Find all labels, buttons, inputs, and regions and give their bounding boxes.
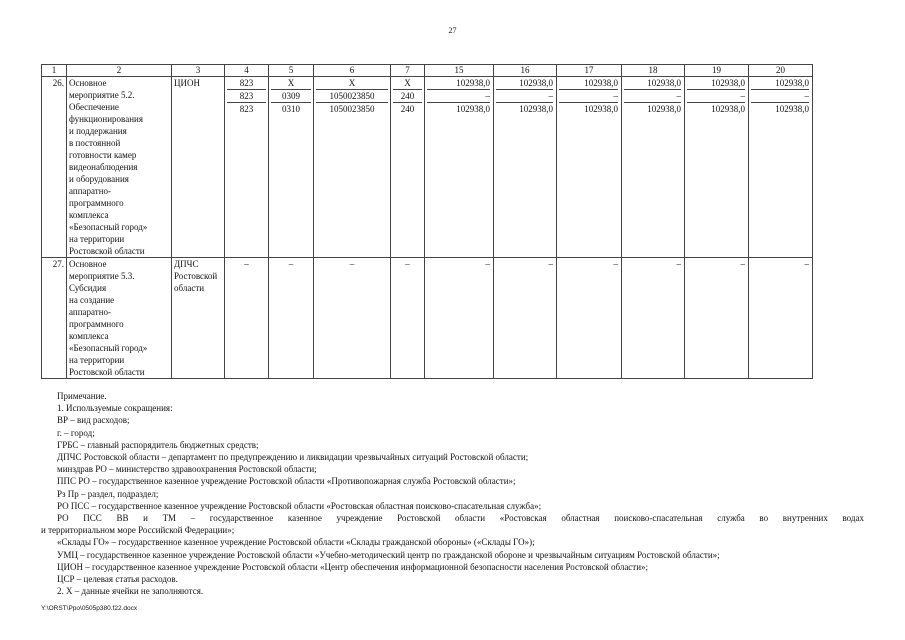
abbreviation-item: ДПЧС Ростовской области – департамент по предупреждению и ликвидации чрезвычайных ситуаций Ростовской области;	[57, 452, 529, 463]
value-cell	[557, 258, 622, 379]
value-line: –	[548, 259, 553, 269]
table-row	[42, 77, 813, 258]
value-line: 102938,0	[584, 104, 618, 114]
header-row	[42, 65, 813, 77]
value-line: –	[740, 259, 745, 269]
activity-name-line: готовности камер	[69, 150, 137, 160]
abbreviation-ro-pss-vv-cont: и территориальном море Российской Федерации»;	[41, 525, 235, 536]
activity-name-line: аппаратно-	[69, 186, 112, 196]
activity-name-cell	[67, 258, 172, 379]
value-line: 823	[227, 77, 266, 90]
value-line: X	[271, 77, 311, 90]
value-line: 0309	[271, 90, 311, 103]
header-cell: 2	[67, 65, 172, 77]
value-cell	[685, 258, 749, 379]
value-line: 102938,0	[519, 104, 553, 114]
executor-cell	[172, 258, 225, 379]
executor-line: Ростовской	[174, 271, 218, 281]
value-line: –	[427, 90, 490, 103]
value-line: 102938,0	[456, 104, 490, 114]
value-line: –	[559, 90, 618, 103]
value-cell	[391, 77, 425, 258]
abbreviation-item: ППС РО – государственное казенное учреждение Ростовской области «Противопожарная служба Ростовской области»;	[57, 476, 516, 487]
notes-item-2: 2. X – данные ячейки не заполняются.	[57, 586, 204, 597]
activity-name-line: аппаратно-	[69, 307, 112, 317]
value-line: –	[496, 90, 553, 103]
activity-name-line: мероприятие 5.2.	[69, 90, 135, 100]
activity-name-line: видеонаблюдения	[69, 162, 138, 172]
activity-name-cell	[67, 77, 172, 258]
table-body	[42, 77, 813, 379]
header-cell: 7	[391, 65, 425, 77]
activity-name-line: функционирования	[69, 114, 143, 124]
value-line: X	[393, 77, 422, 90]
notes-title: Примечание.	[57, 391, 107, 401]
activity-name-line: «Безопасный город»	[69, 222, 148, 232]
activity-name-line: на территории	[69, 355, 125, 365]
value-line: 240	[393, 90, 422, 103]
abbreviation-item: г. – город;	[57, 427, 95, 438]
value-line: X	[316, 77, 388, 90]
activity-name-line: Основное	[69, 259, 107, 269]
value-cell	[685, 77, 749, 258]
value-cell	[225, 77, 269, 258]
header-cell: 16	[494, 65, 557, 77]
value-line: 102938,0	[559, 77, 618, 90]
abbreviation-item: РО ПСС – государственное казенное учреждение Ростовской области «Ростовская областная поисково-спасательная служба»;	[57, 500, 542, 511]
value-cell	[749, 258, 813, 379]
activity-name-line: Ростовской области	[69, 246, 145, 256]
value-line: 823	[239, 104, 254, 114]
activity-name-line: программного	[69, 319, 124, 329]
activity-name-line: и поддержания	[69, 126, 127, 136]
value-line: 102938,0	[711, 104, 745, 114]
value-cell	[622, 258, 685, 379]
value-cell	[749, 77, 813, 258]
value-cell	[494, 258, 557, 379]
executor-cell	[172, 77, 225, 258]
value-cell	[622, 77, 685, 258]
notes-section	[41, 390, 864, 597]
executor-line: ЦИОН	[174, 78, 200, 88]
executor-line: области	[174, 283, 205, 293]
abbreviation-item: ЦИОН – государственное казенное учреждение Ростовской области «Центр обеспечения информационной безопасности населения Ростовской области»;	[57, 561, 649, 572]
abbreviation-list-2	[41, 536, 864, 585]
row-number: 26.	[42, 77, 67, 258]
header-cell: 20	[749, 65, 813, 77]
value-line: 240	[400, 104, 415, 114]
activity-name-line: Обеспечение	[69, 102, 119, 112]
budget-table	[41, 64, 813, 379]
value-cell	[314, 258, 391, 379]
activity-name-line: на создание	[69, 295, 115, 305]
activity-name-line: программного	[69, 198, 124, 208]
activity-name-line: на территории	[69, 234, 125, 244]
value-cell	[494, 77, 557, 258]
notes-item-1: 1. Используемые сокращения:	[57, 403, 173, 414]
value-line: 1050023850	[329, 104, 375, 114]
header-cell: 19	[685, 65, 749, 77]
value-line: –	[676, 259, 681, 269]
value-line: 102938,0	[775, 104, 809, 114]
value-line: –	[687, 90, 745, 103]
abbreviation-item: ЦСР – целевая статья расходов.	[57, 574, 178, 585]
activity-name-line: комплекса	[69, 331, 109, 341]
value-line: 102938,0	[647, 104, 681, 114]
header-cell: 6	[314, 65, 391, 77]
value-line: –	[485, 259, 490, 269]
header-cell: 3	[172, 65, 225, 77]
activity-name-line: Субсидия	[69, 283, 107, 293]
value-cell	[314, 77, 391, 258]
abbreviation-item: Рз Пр – раздел, подраздел;	[57, 488, 159, 499]
header-cell: 17	[557, 65, 622, 77]
value-line: –	[405, 259, 410, 269]
activity-name-line: Ростовской области	[69, 367, 145, 377]
header-cell: 5	[269, 65, 314, 77]
value-line: 102938,0	[751, 77, 809, 90]
header-cell: 18	[622, 65, 685, 77]
value-cell	[557, 77, 622, 258]
executor-line: ДПЧС	[174, 259, 199, 269]
value-line: –	[349, 259, 355, 269]
header-cell: 4	[225, 65, 269, 77]
table-row	[42, 258, 813, 379]
abbreviation-list	[41, 414, 864, 512]
abbreviation-item: минздрав РО – министерство здравоохранения Ростовской области;	[57, 464, 317, 475]
value-line: –	[624, 90, 681, 103]
header-cell: 15	[425, 65, 494, 77]
value-line: 823	[227, 90, 266, 103]
activity-name-line: мероприятие 5.3.	[69, 271, 135, 281]
activity-name-line: комплекса	[69, 210, 109, 220]
value-line: –	[804, 259, 809, 269]
abbreviation-item: УМЦ – государственное казенное учреждение Ростовской области «Учебно-методический центр по гражданской обороне и чрезвычайным ситуациям Ростовской области»;	[57, 549, 720, 560]
value-cell	[391, 258, 425, 379]
value-line: 102938,0	[624, 77, 681, 90]
activity-name-line: и оборудования	[69, 174, 129, 184]
value-line: 1050023850	[316, 90, 388, 103]
activity-name-line: Основное	[69, 78, 107, 88]
header-cell: 1	[42, 65, 67, 77]
page-number: 27	[448, 26, 457, 35]
activity-name-line: «Безопасный город»	[69, 343, 148, 353]
abbreviation-item: ГРБС – главный распорядитель бюджетных средств;	[57, 439, 259, 450]
abbreviation-item: «Склады ГО» – государственное казенное учреждение Ростовской области «Склады гражданской обороны» («Склады ГО»);	[57, 537, 535, 548]
value-cell	[425, 258, 494, 379]
value-line: 102938,0	[427, 77, 490, 90]
value-cell	[225, 258, 269, 379]
value-cell	[269, 258, 314, 379]
abbreviation-item: ВР – вид расходов;	[57, 415, 130, 426]
value-line: 0310	[282, 104, 300, 114]
file-path-footer: Y:\ORST\Ppo\0505p380.f22.docx	[41, 605, 138, 612]
value-line: –	[751, 90, 809, 103]
value-cell	[269, 77, 314, 258]
value-line: –	[288, 259, 294, 269]
row-number: 27.	[42, 258, 67, 379]
value-line: 102938,0	[687, 77, 745, 90]
value-line: 102938,0	[496, 77, 553, 90]
abbreviation-ro-pss-vv: РО ПСС ВВ и ТМ – государственное казенное учреждение Ростовской области «Ростовская областная поисково-спасательная служба во внутренних водах	[57, 513, 864, 524]
value-line: –	[244, 259, 249, 269]
value-line: –	[613, 259, 618, 269]
activity-name-line: в постоянной	[69, 138, 121, 148]
value-cell	[425, 77, 494, 258]
